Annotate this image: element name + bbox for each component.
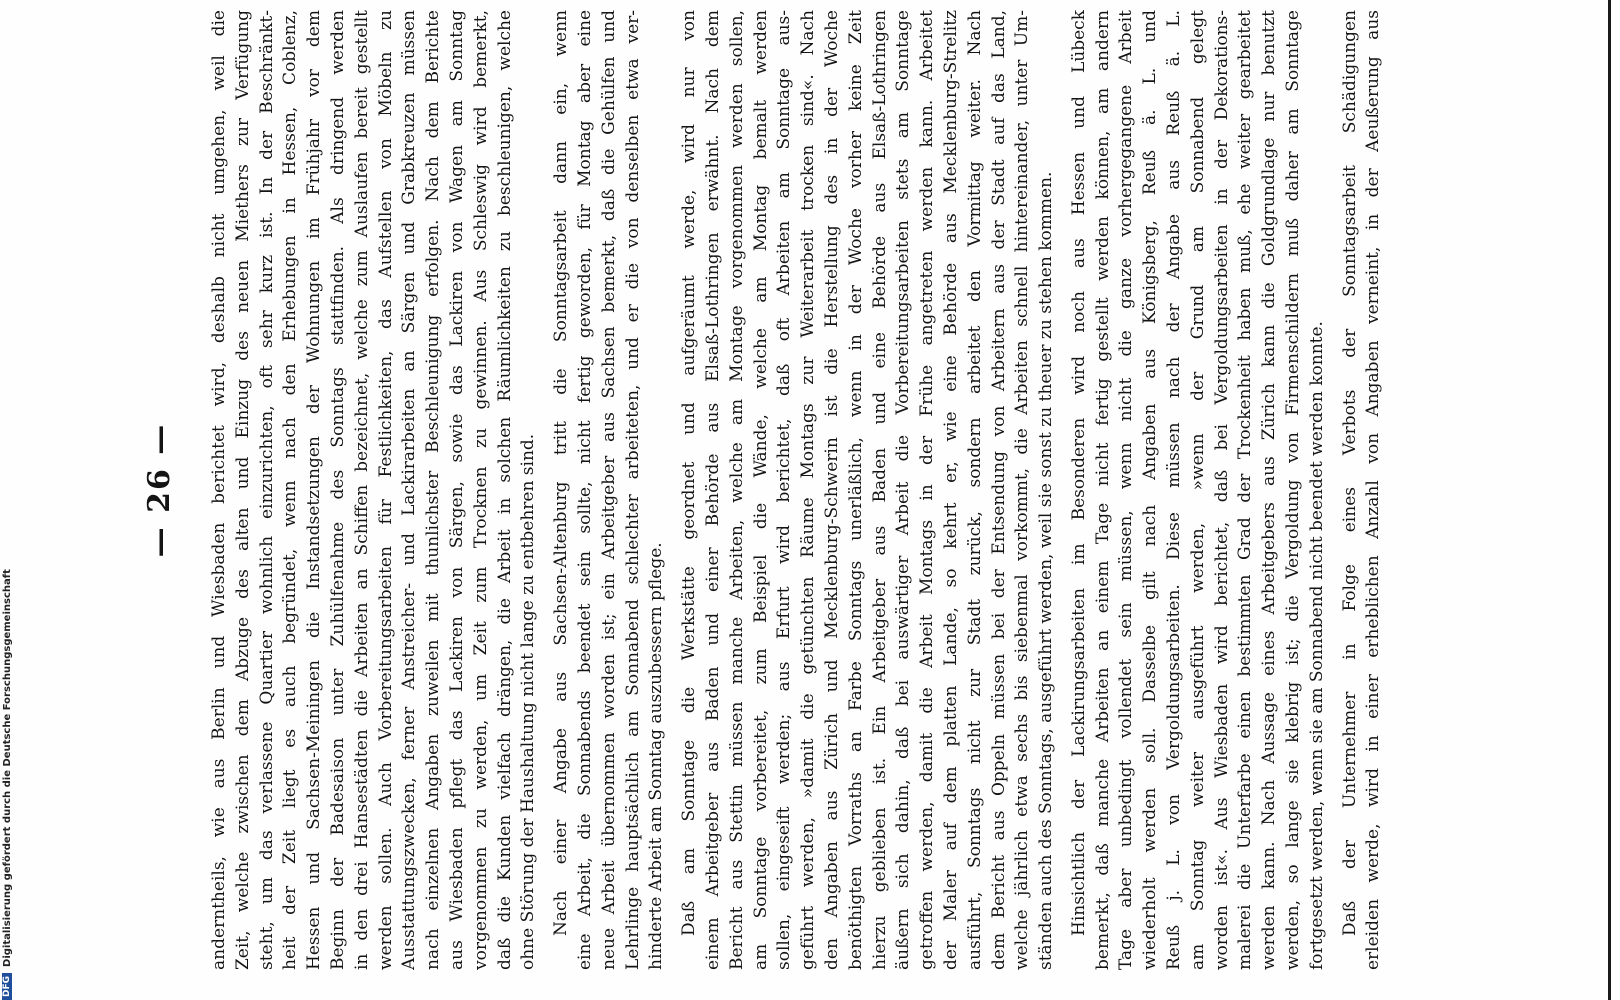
text-line: einem Arbeitgeber aus Baden und einer Behörde aus Elsaß-Lothringen erwähnt. Nach dem xyxy=(702,10,723,970)
text-line: dem Bericht aus Oppeln müssen bei der Entsendung von Arbeitern aus der Stadt auf das Land, xyxy=(988,10,1009,970)
text-line: welche jährlich etwa sechs bis siebenmal vorkommt, die Arbeiten schnell hintereinander, unter Um- xyxy=(1012,10,1033,970)
text-line: in den drei Hansestädten die Arbeiten an Schiffen bezeichnet, welche zum Auslaufen bereit gestellt xyxy=(351,10,372,970)
text-line: bemerkt, daß manche Arbeiten an einem Tage nicht fertig gestellt werden können, am andern xyxy=(1092,10,1113,970)
text-line: hierzu geblieben ist. Ein Arbeitgeber aus Baden und eine Behörde aus Elsaß-Lothringen xyxy=(869,10,890,970)
text-line: Tage aber unbedingt vollendet sein müssen, wenn nicht die ganze vorhergegangene Arbeit xyxy=(1116,10,1137,970)
text-line: sollen, eingeseift werden; aus Erfurt wird berichtet, daß oft Arbeiten am Sonntage aus- xyxy=(774,10,795,970)
text-line: fortgesetzt werden, wenn sie am Sonnabend nicht beendet werden konnte. xyxy=(1306,321,1327,970)
text-line: Zeit, welche zwischen dem Abzuge des alten und Einzug des neuen Miethers zur Verfügung xyxy=(232,10,253,970)
page-body xyxy=(208,10,1386,970)
text-line: äußern sich dahin, daß bei auswärtiger Arbeit die Vorbereitungsarbeiten stets am Sonntage xyxy=(893,10,914,970)
text-line: Daß am Sonntage die Werkstätte geordnet und aufgeräumt werde, wird nur von xyxy=(679,10,700,936)
text-line: Bericht aus Stettin müssen manche Arbeiten, welche am Montage vorgenommen werden sollen, xyxy=(726,10,747,970)
text-line: Lehrlinge hauptsächlich am Sonnabend schlechter arbeiteten, und er die von denselben etwa ver- xyxy=(622,10,643,970)
text-line: werden, so lange sie klebrig ist; die Vergoldung von Firmenschildern muß daher am Sonntage xyxy=(1283,10,1304,970)
text-line: aus Wiesbaden pflegt das Lackiren von Särgen, sowie das Lackiren von Wagen am Sonntag xyxy=(446,10,467,970)
text-line: am Sonntag weiter ausgeführt werden, »wenn der Grund am Sonnabend gelegt xyxy=(1187,10,1208,970)
text-line: heit der Zeit liegt es auch begründet, wenn nach den Erhebungen in Hessen, Coblenz, xyxy=(280,10,301,970)
text-line: werden kann. Nach Aussage eines Arbeitgebers aus Zürich kann die Goldgrundlage nur benutzt xyxy=(1259,10,1280,970)
paragraph-gap xyxy=(541,10,550,970)
text-line: Reuß j. L. von Vergoldungsarbeiten. Diese müssen nach der Angabe aus Reuß ä. L. xyxy=(1164,10,1185,970)
text-line: erleiden werde, wird in einer erheblichen Anzahl von Angaben verneint, in der Aeußerung aus xyxy=(1363,10,1384,970)
text-line: worden ist«. Aus Wiesbaden wird berichtet, daß bei Vergoldungsarbeiten in der Dekorations- xyxy=(1211,10,1232,970)
text-line: Hessen und Sachsen-Meiningen die Instandsetzungen der Wohnungen im Frühjahr vor dem xyxy=(304,10,325,970)
rotated-text-block xyxy=(142,10,1384,970)
text-line: vorgenommen zu werden, um Zeit zum Trocknen zu gewinnen. Aus Schleswig wird bemerkt, xyxy=(470,10,491,970)
text-line: Ausstattungszwecken, ferner Anstreicher- und Lackirarbeiten an Särgen und Grabkreuzen müssen xyxy=(399,10,420,970)
text-line: wiederholt werden soll. Dasselbe gilt nach Angaben aus Königsberg, Reuß ä. L. und xyxy=(1140,10,1161,970)
paragraph-gap xyxy=(1330,10,1339,970)
paragraph-gap xyxy=(669,10,678,970)
text-line: daß die Kunden vielfach drängen, die Arbeit in solchen Räumlichkeiten zu beschleunigen, welche xyxy=(494,10,515,970)
text-line: den Angaben aus Zürich und Mecklenburg-Schwerin ist die Herstellung des in der Woche xyxy=(821,10,842,970)
text-line: geführt werden, »damit die getünchten Räume Montags zur Weiterarbeit trocken sind«. Nach xyxy=(798,10,819,970)
footer-text: Digitalisierung gefördert durch die Deutsche Forschungsgemeinschaft xyxy=(2,569,13,967)
text-line: ausführt, Sonntags nicht zur Stadt zurück, sondern arbeitet den Vormittag weiter. Nach xyxy=(964,10,985,970)
text-line: malerei die Unterfarbe einen bestimmten Grad der Trockenheit haben muß, ehe weiter gearbeitet xyxy=(1235,10,1256,970)
text-line: der Maler auf dem platten Lande, so kehrt er, wie eine Behörde aus Mecklenburg-Strelitz xyxy=(940,10,961,970)
paragraph-gap xyxy=(1059,10,1068,970)
text-line: getroffen werden, damit die Arbeit Montags in der Frühe angetreten werden kann. Arbeitet xyxy=(917,10,938,970)
text-line: werden sollen. Auch Vorbereitungsarbeiten für Festlichkeiten, das Aufstellen von Möbeln zu xyxy=(375,10,396,970)
text-line: ohne Störung der Haushaltung nicht lange zu entbehren sind. xyxy=(518,433,539,970)
text-line: eine Arbeit, die Sonnabends beendet sein sollte, nicht fertig geworden, für Montag aber eine xyxy=(574,10,595,970)
page-bottom-rule xyxy=(1608,0,1611,1000)
digitization-footer xyxy=(2,20,18,1000)
text-line: Beginn der Badesaison unter Zuhülfenahme des Sonntags stattfinden. Als dringend werden xyxy=(327,10,348,970)
text-line: Nach einer Angabe aus Sachsen-Altenburg tritt die Sonntagsarbeit dann ein, wenn xyxy=(551,10,572,936)
text-line: anderntheils, wie aus Berlin und Wiesbaden berichtet wird, deshalb nicht umgehen, weil die xyxy=(209,10,229,970)
text-line: benöthigten Vorraths an Farbe Sonntags unerläßlich, wenn in der Woche vorher keine Zeit xyxy=(845,10,866,970)
text-line: ständen auch des Sonntags, ausgeführt werden, weil sie sonst zu theuer zu stehen kommen. xyxy=(1036,171,1057,970)
dfg-logo: DFG xyxy=(2,973,12,1000)
text-line: Daß der Unternehmer in Folge eines Verbots der Sonntagsarbeit Schädigungen xyxy=(1339,10,1360,936)
text-line: nach einzelnen Angaben zuweilen mit thunlichster Beschleunigung erfolgen. Nach dem Berichte xyxy=(423,10,444,970)
text-line: neue Arbeit übernommen worden ist; ein Arbeitgeber aus Sachsen bemerkt, daß die Gehülfen und xyxy=(598,10,619,970)
text-line: steht, um das verlassene Quartier wohnlich einzurichten, oft sehr kurz ist. In der Beschränkt- xyxy=(256,10,277,970)
text-line: hinderte Arbeit am Sonntag auszubessern pflege. xyxy=(646,542,667,970)
text-line: Hinsichtlich der Lackirungsarbeiten im Besonderen wird noch aus Hessen und Lübeck xyxy=(1068,10,1089,936)
page-number: — 26 — xyxy=(142,422,177,558)
text-line: am Sonntage vorbereitet, zum Beispiel die Wände, welche am Montag bemalt werden xyxy=(750,10,771,970)
